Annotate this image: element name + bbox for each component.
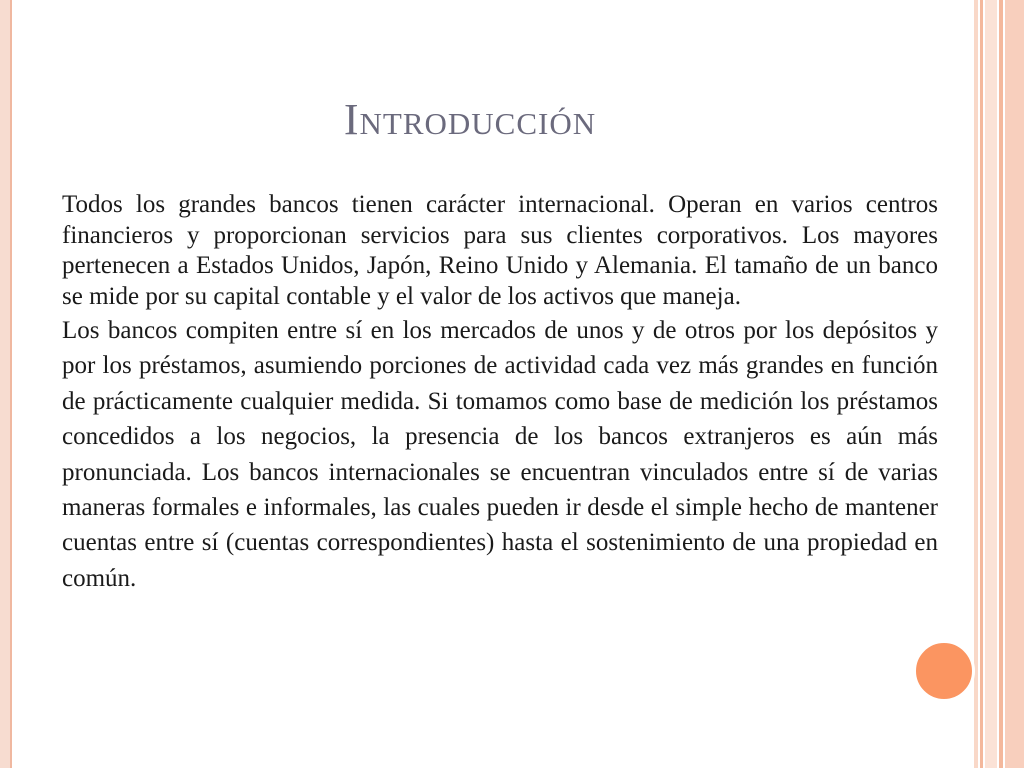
paragraph-1: Todos los grandes bancos tienen carácter internacional. Operan en varios centros financieros y proporcionan servicios para sus clientes corporativos. Los mayores pertenecen a Estados Unidos, Japón, Reino Unido y Alemania. El tamaño de un banco se mide por su capital contable y el valor de los activos que maneja.	[62, 191, 938, 310]
slide-body	[62, 190, 938, 596]
stripe	[985, 0, 997, 768]
right-stripes-decoration	[974, 0, 1024, 768]
stripe	[974, 0, 978, 768]
stripe	[980, 0, 983, 768]
stripe	[999, 0, 1003, 768]
orange-circle-decoration	[913, 640, 975, 702]
paragraph-2: Los bancos compiten entre sí en los mercados de unos y de otros por los depósitos y por los préstamos, asumiendo porciones de actividad cada vez más grandes en función de prácticamente cualquier medida. Si tomamos como base de medición los préstamos concedidos a los negocios, la presencia de los bancos extranjeros es aún más pronunciada. Los bancos internacionales se encuentran vinculados entre sí de varias maneras formales e informales, las cuales pueden ir desde el simple hecho de mantener cuentas entre sí (cuentas correspondientes) hasta el sostenimiento de una propiedad en común.	[62, 317, 938, 592]
stripe	[1005, 0, 1024, 768]
slide-title: Introducción	[343, 95, 597, 144]
